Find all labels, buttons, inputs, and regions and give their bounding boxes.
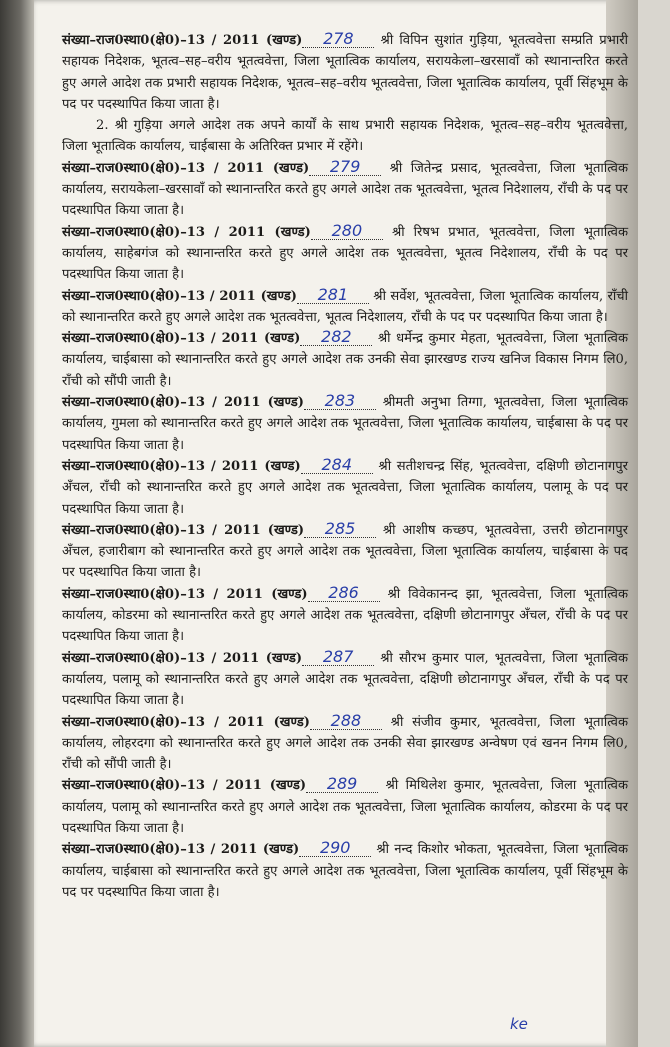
- handwritten-initials: ke: [510, 1015, 528, 1033]
- order-reference: संख्या–राज0स्था0(क्षे0)–13 / 2011 (खण्ड): [62, 778, 307, 794]
- handwritten-order-number: 279: [309, 159, 381, 176]
- order-reference: संख्या–राज0स्था0(क्षे0)–13 / 2011 (खण्ड): [62, 458, 301, 474]
- order-text: श्री जितेन्द्र प्रसाद, भूतत्ववेत्ता, जिला भूतात्विक कार्यालय, सरायकेला–खरसावाँ को स्थानान्तरित करते हुए अगले आदेश तक भूतत्ववेत्ता, भूतत्व निदेशालय, राँची के पद पर पदस्थापित किया जाता है।: [62, 160, 628, 219]
- handwritten-order-number: 280: [311, 223, 383, 240]
- order-entry-288: [62, 712, 628, 776]
- order-text: श्री विवेकानन्द झा, भूतत्ववेत्ता, जिला भूतात्विक कार्यालय, कोडरमा को स्थानान्तरित करते हुए अगले आदेश तक भूतत्ववेत्ता, दक्षिणी छोटानागपुर अँचल, राँची के पद पर पदस्थापित किया जाता है।: [62, 586, 628, 645]
- handwritten-order-number: 290: [299, 840, 371, 857]
- order-text: श्री सौरभ कुमार पाल, भूतत्ववेत्ता, जिला भूतात्विक कार्यालय, पलामू को स्थानान्तरित करते हुए अगले आदेश तक भूतत्ववेत्ता, दक्षिणी छोटानागपुर अँचल, राँची के पद पर पदस्थापित किया जाता है।: [62, 650, 629, 709]
- handwritten-order-number: 289: [306, 776, 378, 793]
- order-text: श्री धर्मेन्द्र कुमार मेहता, भूतत्ववेत्ता, जिला भूतात्विक कार्यालय, चाईबासा को स्थानान्तरित करते हुए अगले आदेश तक उनकी सेवा झारखण्ड राज्य खनिज विकास निगम लि0, राँची को सौंपी जाती है।: [62, 331, 628, 389]
- order-entry-286: [62, 584, 628, 648]
- order-text: श्री सर्वेश, भूतत्ववेत्ता, जिला भूतात्विक कार्यालय, राँची को स्थानान्तरित करते हुए अगले आदेश तक भूतत्ववेत्ता, भूतत्व निदेशालय, राँची के पद पर पदस्थापित किया जाता है।: [62, 288, 628, 325]
- order-reference: संख्या–राज0स्था0(क्षे0)–13 / 2011 (खण्ड): [62, 395, 304, 411]
- order-text: श्री मिथिलेश कुमार, भूतत्ववेत्ता, जिला भूतात्विक कार्यालय, पलामू को स्थानान्तरित करते हुए अगले आदेश तक भूतत्ववेत्ता, जिला भूतात्विक कार्यालय, कोडरमा के पद पर पदस्थापित किया जाता है।: [62, 778, 628, 836]
- order-reference: संख्या–राज0स्था0(क्षे0)–13 / 2011 (खण्ड): [62, 650, 303, 666]
- document-page: [34, 0, 638, 1047]
- order-entry-289: [62, 775, 628, 839]
- order-reference: संख्या–राज0स्था0(क्षे0)–13 / 2011 (खण्ड): [62, 160, 310, 176]
- order-entry-284: [62, 456, 628, 520]
- order-reference: संख्या–राज0स्था0(क्षे0)–13 / 2011 (खण्ड): [62, 586, 308, 602]
- order-reference: संख्या–राज0स्था0(क्षे0)–13 / 2011 (खण्ड): [62, 522, 305, 538]
- handwritten-order-number: 282: [300, 329, 372, 346]
- order-text: श्री नन्द किशोर भोकता, भूतत्ववेत्ता, जिला भूतात्विक कार्यालय, चाईबासा को स्थानान्तरित करते हुए अगले आदेश तक भूतत्ववेत्ता, जिला भूतात्विक कार्यालय, पूर्वी सिंहभूम के पद पर पदस्थापित किया जाता है।: [62, 842, 628, 900]
- order-reference: संख्या–राज0स्था0(क्षे0)–13 / 2011 (खण्ड): [62, 288, 297, 304]
- order-text: श्री आशीष कच्छप, भूतत्ववेत्ता, उत्तरी छोटानागपुर अँचल, हजारीबाग को स्थानान्तरित करते हुए अगले आदेश तक भूतत्ववेत्ता, जिला भूतात्विक कार्यालय, चाईबासा के पद पर पदस्थापित किया जाता है।: [62, 522, 629, 581]
- order-entry-279: [62, 158, 628, 222]
- handwritten-order-number: 288: [310, 713, 382, 730]
- order-entry-278: [62, 30, 628, 115]
- order-text: श्री संजीव कुमार, भूतत्ववेत्ता, जिला भूतात्विक कार्यालय, लोहरदगा को स्थानान्तरित करते हुए अगले आदेश तक उनकी सेवा झारखण्ड अन्वेषण एवं खनन निगम लि0, राँची को सौंपी जाती है।: [62, 714, 628, 773]
- handwritten-order-number: 283: [304, 393, 376, 410]
- handwritten-order-number: 278: [302, 31, 374, 48]
- order-entry-285: [62, 520, 628, 584]
- order-reference: संख्या–राज0स्था0(क्षे0)–13 / 2011 (खण्ड): [62, 714, 310, 730]
- order-text: श्री सतीशचन्द्र सिंह, भूतत्ववेत्ता, दक्षिणी छोटानागपुर अँचल, राँची को स्थानान्तरित करते हुए अगले आदेश तक भूतत्ववेत्ता, जिला भूतात्विक कार्यालय, पलामू के पद पर पदस्थापित किया जाता है।: [62, 458, 629, 517]
- transfer-order-body: [62, 30, 628, 903]
- order-entry-290: [62, 839, 628, 903]
- order-entry-282: [62, 328, 628, 392]
- order-reference: संख्या–राज0स्था0(क्षे0)–13 / 2011 (खण्ड): [62, 842, 300, 858]
- order-entry-281: [62, 286, 628, 329]
- order-text: श्रीमती अनुभा तिग्गा, भूतत्ववेत्ता, जिला भूतात्विक कार्यालय, गुमला को स्थानान्तरित करते हुए अगले आदेश तक भूतत्ववेत्ता, जिला भूतात्विक कार्यालय, चाईबासा के पद पर पदस्थापित किया जाता है।: [62, 395, 629, 453]
- order-text: श्री रिषभ प्रभात, भूतत्ववेत्ता, जिला भूतात्विक कार्यालय, साहेबगंज को स्थानान्तरित करते हुए अगले आदेश तक भूतत्ववेत्ता, भूतत्व निदेशालय, राँची के पद पर पदस्थापित किया जाता है।: [62, 224, 629, 283]
- handwritten-order-number: 281: [297, 287, 369, 304]
- handwritten-order-number: 285: [304, 521, 376, 538]
- handwritten-order-number: 287: [302, 649, 374, 666]
- order-entry-283: [62, 392, 628, 456]
- order-text: श्री विपिन सुशांत गुड़िया, भूतत्ववेत्ता सम्प्रति प्रभारी सहायक निदेशक, भूतत्व–सह–वरीय भूतत्ववेत्ता, जिला भूतात्विक कार्यालय, सरायकेला–खरसावाँ को स्थानान्तरित करते हुए अगले आदेश तक प्रभारी सहायक निदेशक, भूतत्व–सह–वरीय भूतत्ववेत्ता, जिला भूतात्विक कार्यालय, पूर्वी सिंहभूम के पद पर पदस्थापित किया जाता है।: [62, 33, 629, 112]
- order-entry-280: [62, 222, 628, 286]
- page-left-shadow: [0, 0, 34, 1047]
- order-reference: संख्या–राज0स्था0(क्षे0)–13 / 2011 (खण्ड): [62, 331, 301, 347]
- order-reference: संख्या–राज0स्था0(क्षे0)–13 / 2011 (खण्ड): [62, 224, 311, 240]
- order-entry-287: [62, 648, 628, 712]
- order-entry-278-para-2: 2. श्री गुड़िया अगले आदेश तक अपने कार्यों के साथ प्रभारी सहायक निदेशक, भूतत्व–सह–वरीय भूतत्ववेत्ता, जिला भूतात्विक कार्यालय, चाईबासा के अतिरिक्त प्रभार में रहेंगे।: [62, 118, 628, 155]
- handwritten-order-number: 286: [308, 585, 380, 602]
- order-reference: संख्या–राज0स्था0(क्षे0)–13 / 2011 (खण्ड): [62, 33, 303, 48]
- handwritten-order-number: 284: [301, 457, 373, 474]
